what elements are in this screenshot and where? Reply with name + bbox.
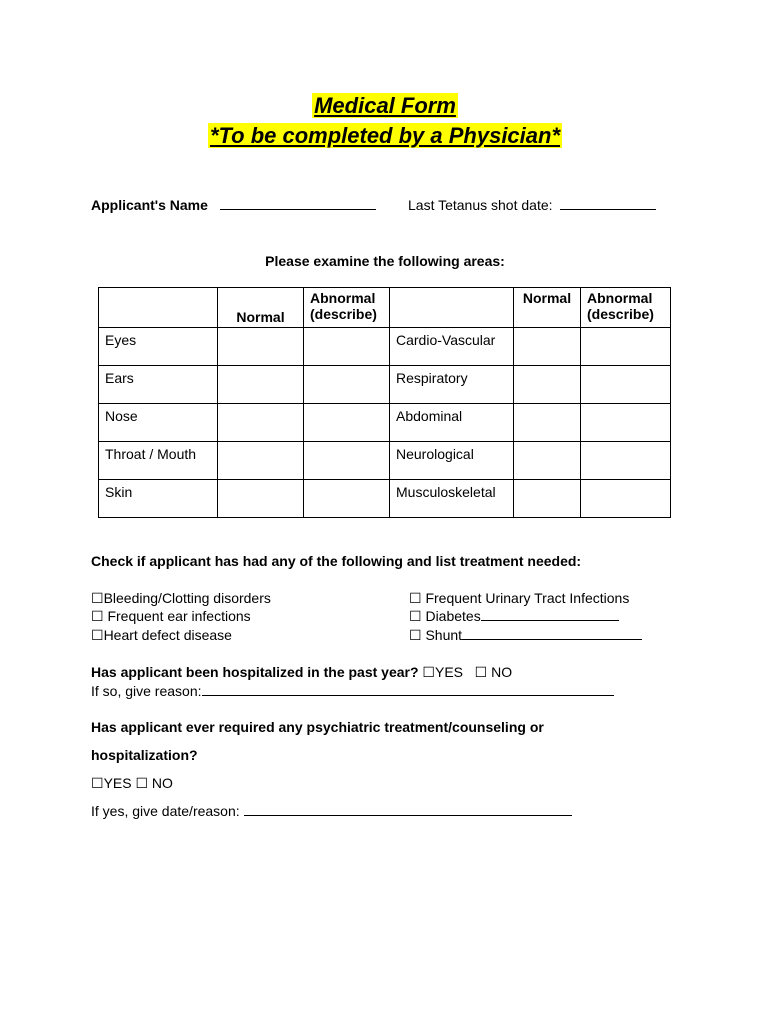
header-abnormal-right-l2: (describe) <box>587 306 654 322</box>
area-label-left: Ears <box>99 366 218 404</box>
condition-heart-defect[interactable] <box>91 627 232 644</box>
abnormal-cell[interactable] <box>304 328 390 366</box>
area-label-right: Musculoskeletal <box>390 480 514 518</box>
exam-table <box>98 287 671 518</box>
exam-row <box>99 404 671 442</box>
psychiatric-reason-label: If yes, give date/reason: <box>91 803 240 819</box>
header-normal-right: Normal <box>514 288 581 328</box>
header-abnormal-left-l1: Abnormal <box>310 290 376 306</box>
hospitalized-no-option[interactable] <box>475 664 512 680</box>
condition-shunt[interactable] <box>409 627 642 644</box>
abnormal-cell[interactable] <box>581 442 671 480</box>
normal-cell[interactable] <box>514 404 581 442</box>
checkbox-icon[interactable]: ☐ <box>91 608 104 624</box>
checkbox-icon[interactable]: ☐ <box>91 627 104 643</box>
abnormal-cell[interactable] <box>581 366 671 404</box>
form-subtitle-text: *To be completed by a Physician* <box>209 123 561 148</box>
condition-uti[interactable] <box>409 590 629 607</box>
normal-cell[interactable] <box>514 480 581 518</box>
normal-cell[interactable] <box>218 366 304 404</box>
psychiatric-reason-field[interactable] <box>244 803 572 816</box>
condition-label: Shunt <box>421 627 463 643</box>
header-area-right <box>390 288 514 328</box>
psychiatric-options <box>91 775 173 792</box>
abnormal-cell[interactable] <box>581 328 671 366</box>
psychiatric-reason-row <box>91 803 572 819</box>
hospitalized-yes-option[interactable] <box>422 664 463 680</box>
condition-label: Bleeding/Clotting disorders <box>103 590 271 606</box>
checkbox-icon[interactable]: ☐ <box>91 775 104 791</box>
header-normal-left: Normal <box>218 288 304 328</box>
exam-row <box>99 328 671 366</box>
abnormal-cell[interactable] <box>581 480 671 518</box>
applicant-name-row <box>91 197 376 213</box>
yes-label: YES <box>434 664 463 680</box>
condition-ear-infections[interactable] <box>91 608 251 625</box>
header-abnormal-left-l2: (describe) <box>310 306 377 322</box>
abnormal-cell[interactable] <box>304 404 390 442</box>
tetanus-label: Last Tetanus shot date: <box>408 197 553 213</box>
normal-cell[interactable] <box>218 328 304 366</box>
exam-heading: Please examine the following areas: <box>265 253 505 269</box>
conditions-heading: Check if applicant has had any of the following and list treatment needed: <box>91 553 582 569</box>
normal-cell[interactable] <box>514 366 581 404</box>
hospitalized-reason-label: If so, give reason: <box>91 683 202 699</box>
exam-header-row <box>99 288 671 328</box>
shunt-treatment-field[interactable] <box>462 627 642 640</box>
header-abnormal-right <box>581 288 671 328</box>
condition-diabetes[interactable] <box>409 608 619 625</box>
header-area-left <box>99 288 218 328</box>
area-label-left: Eyes <box>99 328 218 366</box>
hospitalized-reason-row <box>91 683 614 699</box>
abnormal-cell[interactable] <box>304 366 390 404</box>
psychiatric-question-line1: Has applicant ever required any psychiatric treatment/counseling or <box>91 719 544 735</box>
header-abnormal-left <box>304 288 390 328</box>
form-subtitle <box>0 122 770 150</box>
normal-cell[interactable] <box>514 328 581 366</box>
area-label-left: Skin <box>99 480 218 518</box>
applicant-name-label: Applicant's Name <box>91 197 208 213</box>
checkbox-icon[interactable]: ☐ <box>409 590 422 606</box>
checkbox-icon[interactable]: ☐ <box>409 608 422 624</box>
diabetes-treatment-field[interactable] <box>481 608 619 621</box>
tetanus-row <box>408 197 656 213</box>
applicant-name-field[interactable] <box>220 197 376 210</box>
yes-label: YES <box>103 775 132 791</box>
condition-label: Heart defect disease <box>103 627 232 643</box>
area-label-right: Abdominal <box>390 404 514 442</box>
exam-row <box>99 442 671 480</box>
no-label: NO <box>487 664 513 680</box>
normal-cell[interactable] <box>218 480 304 518</box>
header-abnormal-right-l1: Abnormal <box>587 290 653 306</box>
abnormal-cell[interactable] <box>304 480 390 518</box>
area-label-right: Respiratory <box>390 366 514 404</box>
psychiatric-yes-option[interactable] <box>91 775 132 791</box>
abnormal-cell[interactable] <box>581 404 671 442</box>
condition-label: Diabetes <box>421 608 481 624</box>
form-title <box>0 92 770 120</box>
hospitalized-question: Has applicant been hospitalized in the past year? <box>91 664 419 680</box>
area-label-right: Neurological <box>390 442 514 480</box>
abnormal-cell[interactable] <box>304 442 390 480</box>
checkbox-icon[interactable]: ☐ <box>409 627 422 643</box>
condition-label: Frequent Urinary Tract Infections <box>421 590 630 606</box>
hospitalized-row <box>91 664 512 681</box>
tetanus-date-field[interactable] <box>560 197 656 210</box>
no-label: NO <box>148 775 173 791</box>
form-title-text: Medical Form <box>314 93 456 118</box>
psychiatric-no-option[interactable] <box>135 775 172 791</box>
exam-row <box>99 366 671 404</box>
area-label-left: Nose <box>99 404 218 442</box>
condition-bleeding[interactable] <box>91 590 271 607</box>
hospitalized-reason-field[interactable] <box>202 683 614 696</box>
area-label-left: Throat / Mouth <box>99 442 218 480</box>
condition-label: Frequent ear infections <box>103 608 251 624</box>
psychiatric-question-line2: hospitalization? <box>91 747 198 763</box>
checkbox-icon[interactable]: ☐ <box>91 590 104 606</box>
normal-cell[interactable] <box>218 404 304 442</box>
checkbox-icon[interactable]: ☐ <box>135 775 149 791</box>
normal-cell[interactable] <box>514 442 581 480</box>
area-label-right: Cardio-Vascular <box>390 328 514 366</box>
checkbox-icon[interactable]: ☐ <box>422 664 435 680</box>
exam-row <box>99 480 671 518</box>
normal-cell[interactable] <box>218 442 304 480</box>
checkbox-icon[interactable]: ☐ <box>474 664 488 680</box>
